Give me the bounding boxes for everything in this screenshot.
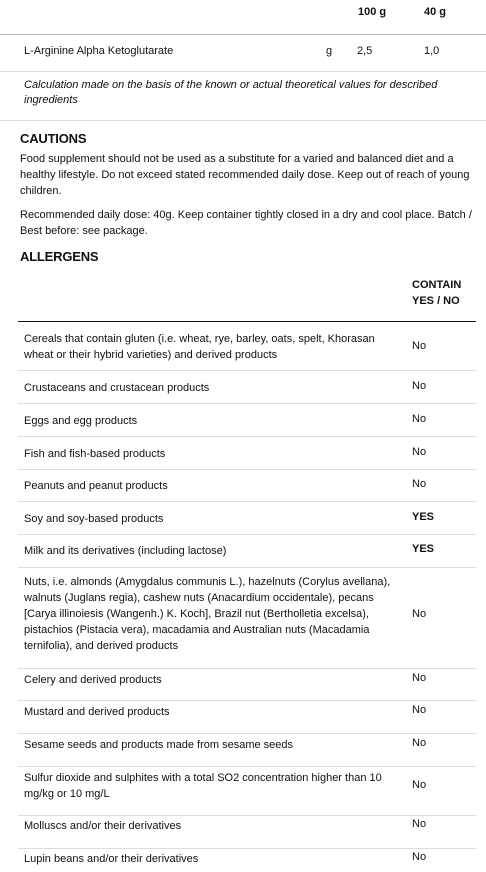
allergen-name: Sesame seeds and products made from sesame seeds [24,739,294,751]
contain-column-header: CONTAIN YES / NO [412,279,462,307]
nutrient-value-100g: 2,5 [357,45,373,57]
cautions-text: Food supplement should not be used as a substitute for a varied and balanced diet and a healthy lifestyle. Do not exceed stated recommended daily dose. Keep out of reach of young children. [20,153,470,197]
allergen-row [18,502,476,535]
allergen-contains-value: No [412,478,427,490]
allergen-contains-value: No [412,413,427,425]
allergen-contains-value: No [412,779,427,791]
nutrition-row [0,35,486,72]
allergen-row [18,767,476,816]
allergen-name: Eggs and egg products [24,415,138,427]
allergen-contains-value: No [412,818,427,830]
allergen-contains-value: No [412,737,427,749]
allergen-contains-value: No [412,672,427,684]
allergen-name: Fish and fish-based products [24,448,166,460]
allergen-name: Nuts, i.e. almonds (Amygdalus communis L.), hazelnuts (Corylus avellana), walnuts (Juglans regia), cashew nuts (Anacardium occidentale), pecans [Carya illinoiesis (Wangenh.) K. Koch], Brazil nut (Bertholletia excelsa), pistachios (Pistacia vera), macadamia and Australian nuts (Macadamia ternifolia), and derived products [24,576,391,652]
allergen-name: Milk and its derivatives (including lactose) [24,545,227,557]
allergen-name: Crustaceans and crustacean products [24,382,210,394]
allergens-table-header [18,270,476,322]
allergen-name: Mustard and derived products [24,706,170,718]
calculation-note-text: Calculation made on the basis of the known or actual theoretical values for described ingredients [24,79,438,106]
allergens-heading: ALLERGENS [20,249,99,264]
column-header-40g: 40 g [424,6,447,18]
allergen-name: Soy and soy-based products [24,513,164,525]
allergen-contains-value: No [412,446,427,458]
column-header-100g: 100 g [358,6,387,18]
nutrient-unit: g [326,45,333,57]
allergen-contains-value: No [412,608,427,620]
allergen-row [18,669,476,701]
allergen-row [18,470,476,502]
allergen-contains-value: No [412,704,427,716]
calculation-note [0,72,486,121]
allergen-row [18,322,476,371]
allergen-row [18,849,476,872]
nutrient-name: L-Arginine Alpha Ketoglutarate [24,45,174,57]
nutrient-value-40g: 1,0 [424,45,440,57]
allergen-row [18,734,476,767]
allergen-contains-value: No [412,851,427,863]
allergen-contains-value: No [412,340,427,352]
nutrition-table-header [0,0,486,35]
allergen-contains-value: YES [412,511,435,523]
allergen-row [18,568,476,669]
allergen-name: Celery and derived products [24,674,162,686]
allergen-row [18,437,476,470]
allergen-row [18,404,476,437]
allergen-name: Lupin beans and/or their derivatives [24,853,199,865]
allergen-row [18,371,476,404]
allergen-contains-value: YES [412,543,435,555]
allergen-row [18,816,476,849]
allergen-row [18,535,476,568]
dosage-text: Recommended daily dose: 40g. Keep container tightly closed in a dry and cool place. Batch / Best before: see package. [20,209,472,237]
allergen-name: Cereals that contain gluten (i.e. wheat, rye, barley, oats, spelt, Khorasan wheat or their hybrid varieties) and derived products [24,333,375,361]
cautions-heading: CAUTIONS [20,131,87,146]
allergen-name: Molluscs and/or their derivatives [24,820,182,832]
allergen-row [18,701,476,734]
allergen-name: Peanuts and peanut products [24,480,168,492]
allergen-contains-value: No [412,380,427,392]
allergen-name: Sulfur dioxide and sulphites with a total SO2 concentration higher than 10 mg/kg or 10 mg/L [24,772,382,800]
